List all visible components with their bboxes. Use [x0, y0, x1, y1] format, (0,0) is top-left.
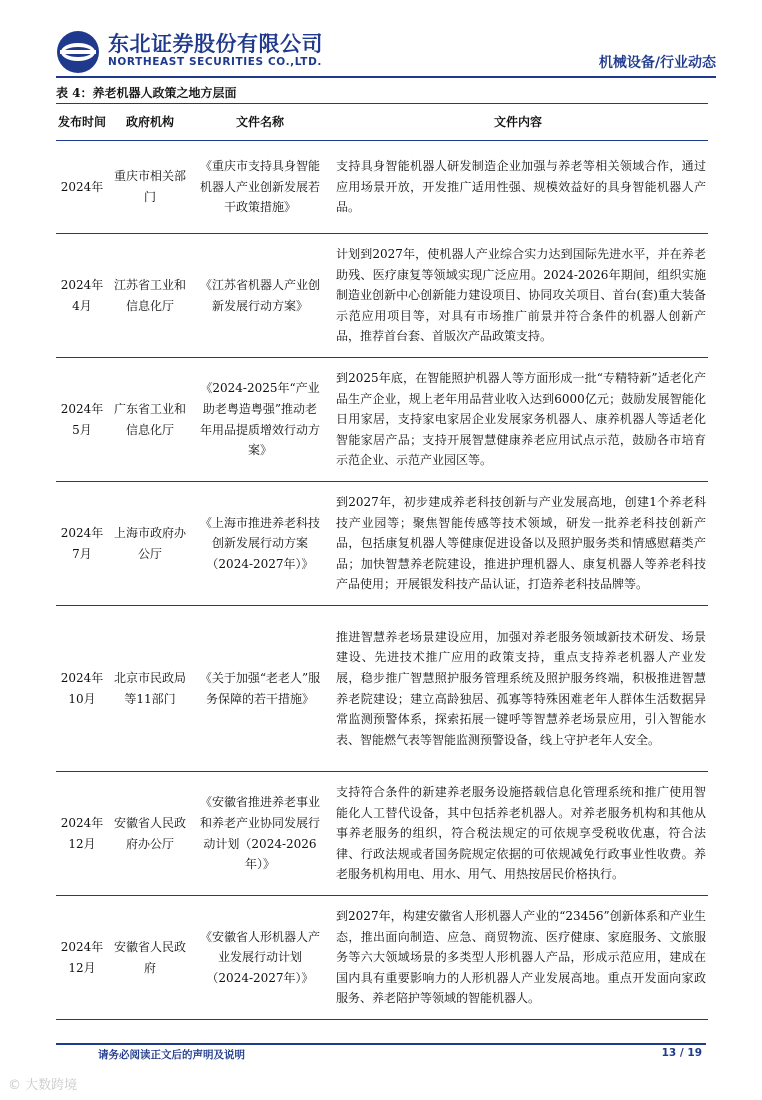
cell-time: 2024年12月: [56, 896, 108, 1020]
cell-org: 安徽省人民政府: [108, 896, 192, 1020]
header-divider: [56, 76, 716, 78]
header-file: 文件名称: [192, 104, 328, 141]
cell-content: 计划到2027年，使机器人产业综合实力达到国际先进水平，并在养老助残、医疗康复等领域实现广泛应用。2024-2026年期间，组织实施制造业创新中心创新能力建设项目、协同攻关项目、首台(套)重大装备示范应用项目等，对具有市场推广前景并符合条件的机器人创新产品，推荐首台套、首版次产品政策支持。: [328, 234, 708, 358]
cell-org: 广东省工业和信息化厅: [108, 358, 192, 482]
footer-disclaimer: 请务必阅读正文后的声明及说明: [98, 1049, 245, 1061]
table-row: [56, 606, 708, 772]
cell-time: 2024年7月: [56, 482, 108, 606]
watermark: © 大数跨境: [8, 1078, 78, 1093]
header-content: 文件内容: [328, 104, 708, 141]
table-row: [56, 482, 708, 606]
cell-file: 《江苏省机器人产业创新发展行动方案》: [192, 234, 328, 358]
cell-time: 2024年5月: [56, 358, 108, 482]
cell-time: 2024年12月: [56, 772, 108, 896]
table-caption: 表 4：养老机器人政策之地方层面: [56, 86, 237, 100]
cell-file: 《关于加强“老老人”服务保障的若干措施》: [192, 606, 328, 772]
footer-divider: [56, 1043, 706, 1045]
cell-time: 2024年4月: [56, 234, 108, 358]
cell-file: 《重庆市支持具身智能机器人产业创新发展若干政策措施》: [192, 141, 328, 234]
table-row: [56, 896, 708, 1020]
cell-org: 江苏省工业和信息化厅: [108, 234, 192, 358]
table-row: [56, 772, 708, 896]
cell-content: 到2025年底，在智能照护机器人等方面形成一批“专精特新”适老化产品生产企业，规上老年用品营业收入达到6000亿元；鼓励发展智能化日用家居，支持家电家居企业发展家务机器人、康养机器人等适老化智能家居产品；支持开展智慧健康养老应用试点示范，鼓励各市培育示范企业、示范产业园区等。: [328, 358, 708, 482]
cell-file: 《安徽省人形机器人产业发展行动计划（2024-2027年）》: [192, 896, 328, 1020]
cell-time: 2024年: [56, 141, 108, 234]
table-header-row: [56, 104, 708, 141]
header-time: 发布时间: [56, 104, 108, 141]
cell-file: 《2024-2025年“产业助老粤造粤强”推动老年用品提质增效行动方案》: [192, 358, 328, 482]
header-org: 政府机构: [108, 104, 192, 141]
cell-time: 2024年10月: [56, 606, 108, 772]
table-row: [56, 234, 708, 358]
company-name-en: NORTHEAST SECURITIES CO.,LTD.: [108, 56, 322, 68]
cell-content: 到2027年，初步建成养老科技创新与产业发展高地，创建1个养老科技产业园等；聚焦智能传感等技术领域，研发一批养老科技创新产品，包括康复机器人等健康促进设备以及照护服务类和情感慰藉类产品；加快智慧养老院建设，推进护理机器人、康复机器人等养老科技产品使用；开展银发科技产品认证，打造养老科技品牌等。: [328, 482, 708, 606]
company-name-cn: 东北证券股份有限公司: [108, 32, 323, 56]
report-type: 机械设备/行业动态: [598, 55, 716, 71]
company-logo-icon: [56, 30, 100, 74]
table-row: [56, 358, 708, 482]
cell-content: 推进智慧养老场景建设应用，加强对养老服务领域新技术研发、场景建设、先进技术推广应用的政策支持，重点支持养老机器人产业发展，稳步推广智慧照护服务管理系统及照护服务终端，积极推进智慧养老院建设；建立高龄独居、孤寡等特殊困难老年人群体生活数据异常监测预警体系，探索拓展一键呼等智慧养老场景应用，引入智能水表、智能燃气表等智能监测预警设备，线上守护老年人安全。: [328, 606, 708, 772]
cell-content: 支持具身智能机器人研发制造企业加强与养老等相关领域合作，通过应用场景开放，开发推广适用性强、规模效益好的具身智能机器人产品。: [328, 141, 708, 234]
cell-content: 到2027年，构建安徽省人形机器人产业的“23456”创新体系和产业生态，推出面向制造、应急、商贸物流、医疗健康、家庭服务、文旅服务等六大领域场景的多类型人形机器人产品，形成示范应用，建成在国内具有重要影响力的人形机器人产业发展高地。重点开发面向家政服务、养老陪护等领域的智能机器人。: [328, 896, 708, 1020]
cell-content: 支持符合条件的新建养老服务设施搭载信息化管理系统和推广使用智能化人工替代设备，其中包括养老机器人。对养老服务机构和其他从事养老服务的组织，符合税法规定的可依规享受税收优惠，符合法律、行政法规或者国务院规定依据的可依规减免行政事业性收费。养老服务机构用电、用水、用气、用热按居民价格执行。: [328, 772, 708, 896]
cell-org: 安徽省人民政府办公厅: [108, 772, 192, 896]
table-row: [56, 141, 708, 234]
cell-org: 北京市民政局等11部门: [108, 606, 192, 772]
policy-table: [56, 104, 708, 1020]
cell-file: 《安徽省推进养老事业和养老产业协同发展行动计划（2024-2026年）》: [192, 772, 328, 896]
cell-org: 上海市政府办公厅: [108, 482, 192, 606]
cell-file: 《上海市推进养老科技创新发展行动方案（2024-2027年）》: [192, 482, 328, 606]
page-number: 13 / 19: [661, 1047, 702, 1059]
cell-org: 重庆市相关部门: [108, 141, 192, 234]
